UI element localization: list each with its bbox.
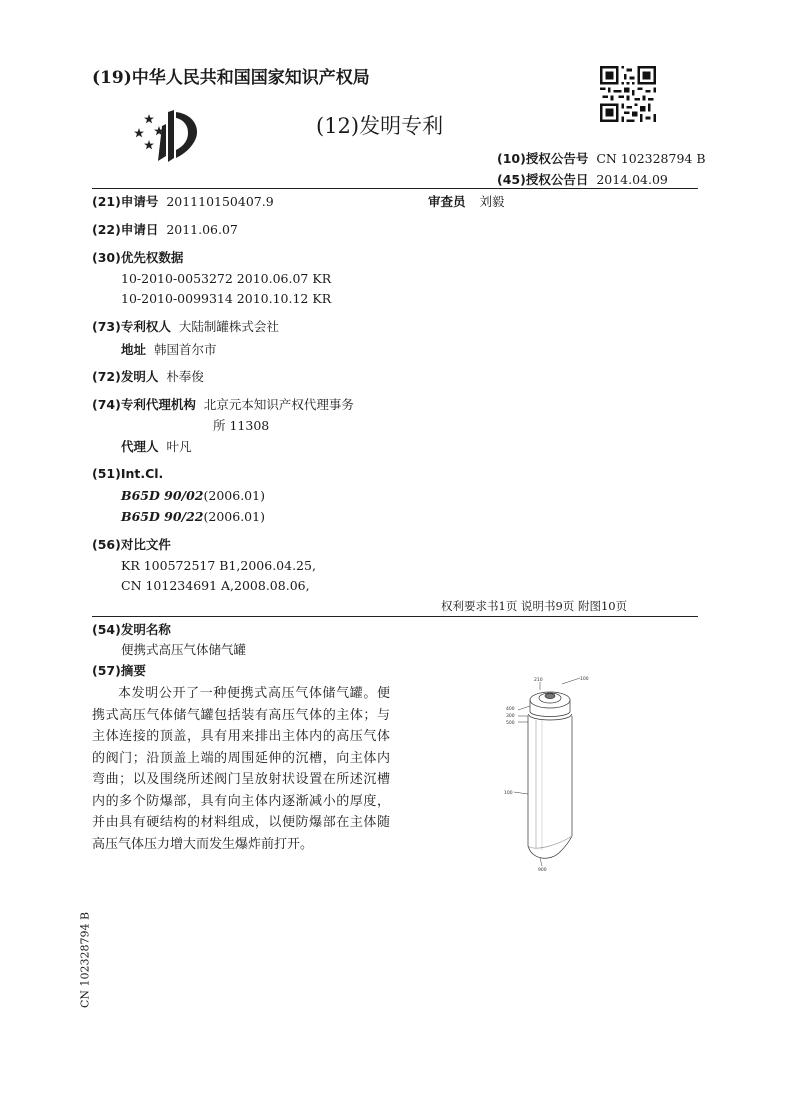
references-label-text: (56)对比文件 <box>92 537 171 552</box>
inventor-row <box>92 367 204 387</box>
invention-title-label-text: (54)发明名称 <box>92 622 171 637</box>
agent-label: 代理人 <box>121 439 159 454</box>
publication-date-label: (45)授权公告日 <box>497 172 589 187</box>
reference-item: CN 101234691 A,2008.08.06, <box>121 578 310 593</box>
address-label: 地址 <box>121 342 147 357</box>
application-number-row <box>92 192 274 212</box>
examiner-label: 审查员 <box>428 194 466 209</box>
priority-label-text: (30)优先权数据 <box>92 250 184 265</box>
section-divider <box>92 616 698 617</box>
examiner: 刘毅 <box>479 194 505 209</box>
priority-item: 10-2010-0099314 2010.10.12 KR <box>121 291 332 306</box>
abstract-label-text: (57)摘要 <box>92 663 146 678</box>
references-label <box>92 535 171 555</box>
publication-number: CN 102328794 B <box>596 151 706 166</box>
figure-ref-label: 100 <box>504 791 513 796</box>
side-publication-number: CN 102328794 B <box>78 911 92 1009</box>
application-number-label: (21)申请号 <box>92 194 159 209</box>
publication-number-label: (10)授权公告号 <box>497 151 589 166</box>
application-number: 201110150407.9 <box>166 194 274 209</box>
invention-title-label <box>92 620 171 640</box>
figure-ref-label: 210 <box>534 678 543 683</box>
document-type: (12)发明专利 <box>316 114 444 138</box>
agency-continuation: 所 11308 <box>213 418 270 433</box>
abstract-figure <box>500 676 610 890</box>
figure-ref-label: 100 <box>580 677 589 682</box>
inventor: 朴奉俊 <box>166 369 204 384</box>
address: 韩国首尔市 <box>154 342 217 357</box>
agency-row <box>92 395 354 415</box>
figure-ref-label: 500 <box>506 721 515 726</box>
qr-code <box>600 66 656 126</box>
office-name: (19)中华人民共和国国家知识产权局 <box>92 68 370 88</box>
assignee: 大陆制罐株式会社 <box>178 319 279 334</box>
int-cl-code: B65D 90/02 <box>121 488 204 503</box>
figure-ref-label: 400 <box>506 707 515 712</box>
invention-title: 便携式高压气体储气罐 <box>121 642 247 657</box>
agency: 北京元本知识产权代理事务 <box>203 397 354 412</box>
filing-date-row <box>92 220 238 240</box>
publication-date: 2014.04.09 <box>596 172 668 187</box>
filing-date-label: (22)申请日 <box>92 222 159 237</box>
publication-number-row <box>497 149 706 167</box>
abstract-text: 本发明公开了一种便携式高压气体储气罐。便携式高压气体储气罐包括装有高压气体的主体；与主体连接的顶盖，具有用来排出主体内的高压气体的阀门；沿顶盖上端的周围延伸的沉槽，向主体内弯曲；以及围绕所述阀门呈放射状设置在所述沉槽内的多个防爆部，具有向主体内逐渐减小的厚度，并由具有硬结构的材料组成，以便防爆部在主体随高压气体压力增大而发生爆炸前打开。 <box>92 686 390 852</box>
inventor-label: (72)发明人 <box>92 369 159 384</box>
figure-ref-label: 300 <box>506 714 515 719</box>
filing-date: 2011.06.07 <box>166 222 238 237</box>
office-logo <box>130 106 205 170</box>
publication-date-row <box>497 170 668 188</box>
address-row <box>121 340 217 360</box>
int-cl-code: B65D 90/22 <box>121 509 204 524</box>
assignee-label: (73)专利权人 <box>92 319 171 334</box>
int-cl-item <box>121 486 265 506</box>
examiner-row <box>428 192 505 212</box>
page-counts: 权利要求书1页 说明书9页 附图10页 <box>441 599 628 613</box>
figure-ref-label: 900 <box>538 868 547 873</box>
int-cl-item <box>121 507 265 527</box>
assignee-row <box>92 317 279 337</box>
agent-row <box>121 437 192 457</box>
priority-item: 10-2010-0053272 2010.06.07 KR <box>121 271 332 286</box>
int-cl-version: (2006.01) <box>203 509 265 524</box>
priority-label <box>92 248 183 268</box>
reference-item: KR 100572517 B1,2006.04.25, <box>121 558 316 573</box>
agent: 叶凡 <box>166 439 192 454</box>
int-cl-version: (2006.01) <box>203 488 265 503</box>
int-cl-label-text: (51)Int.Cl. <box>92 466 164 481</box>
int-cl-label <box>92 464 163 484</box>
agency-label: (74)专利代理机构 <box>92 397 196 412</box>
header-divider <box>92 188 698 189</box>
abstract-label <box>92 661 146 681</box>
